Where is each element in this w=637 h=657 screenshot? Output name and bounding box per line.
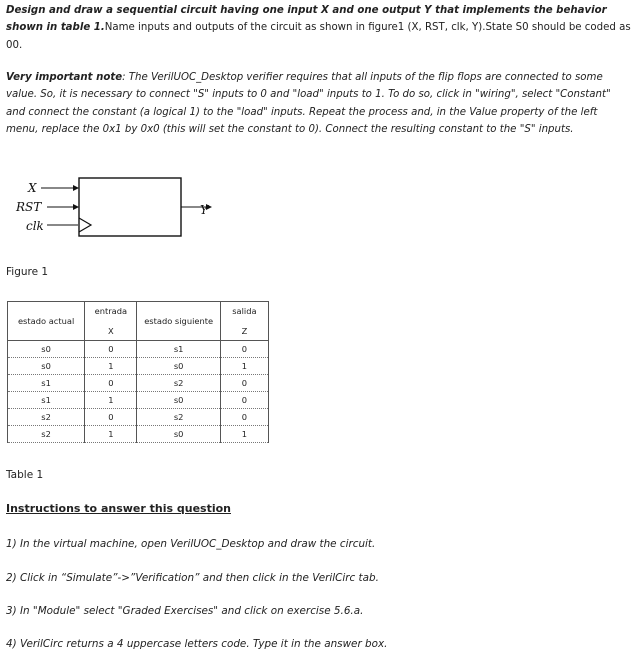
table-row: s2 0 s2 0 bbox=[8, 409, 269, 426]
intro-paragraph bbox=[6, 2, 632, 54]
header-input: entrada X bbox=[85, 302, 137, 341]
table-caption: Table 1 bbox=[6, 469, 44, 481]
intro-normal-text: Name inputs and outputs of the circuit as shown in figure1 (X, RST, clk, Y).State S0 should be coded as 00. bbox=[6, 22, 631, 51]
circuit-block-figure bbox=[14, 176, 214, 240]
table-header-row bbox=[8, 302, 269, 341]
intro-bold-text: Design and draw a sequential circuit having one input X and one output Y that implements the behavior shown in table 1. bbox=[6, 5, 607, 34]
circuit-box bbox=[79, 178, 181, 236]
instructions-heading: Instructions to answer this question bbox=[6, 502, 231, 515]
input-x-label: X bbox=[28, 181, 37, 195]
header-next-state: estado siguiente bbox=[137, 302, 220, 341]
input-rst-label: RST bbox=[16, 200, 42, 214]
header-current-state: estado actual bbox=[8, 302, 85, 341]
header-output: salida Z bbox=[220, 302, 268, 341]
output-y-label: Y bbox=[200, 203, 208, 217]
table-row: s0 0 s1 0 bbox=[8, 341, 269, 358]
table-row: s1 1 s0 0 bbox=[8, 392, 269, 409]
instruction-step-1: 1) In the virtual machine, open VerilUOC_Desktop and draw the circuit. bbox=[6, 538, 376, 550]
table-row: s1 0 s2 0 bbox=[8, 375, 269, 392]
instruction-step-4: 4) VerilCirc returns a 4 uppercase letters code. Type it in the answer box. bbox=[6, 638, 388, 650]
note-label: Very important note bbox=[6, 72, 123, 83]
table-row: s2 1 s0 1 bbox=[8, 426, 269, 443]
note-text: : The VerilUOC_Desktop verifier requires that all inputs of the flip flops are connected to some value. So, it is necessary to connect "S" inputs to 0 and "load" inputs to 1. To do so, click in "wiring", select "Constant" and connect the constant (a logical 1) to the "load" inputs. Repeat the process and, in the Value property of the left menu, replace the 0x1 by 0x0 (this will set the constant to 0). Connect the resulting constant to the "S" inputs. bbox=[6, 72, 611, 136]
state-table bbox=[7, 301, 269, 443]
important-note bbox=[6, 69, 632, 139]
table-row: s0 1 s0 1 bbox=[8, 358, 269, 375]
instruction-step-3: 3) In "Module" select "Graded Exercises" and click on exercise 5.6.a. bbox=[6, 605, 364, 617]
figure-caption: Figure 1 bbox=[6, 266, 49, 278]
instruction-step-2: 2) Click in “Simulate”->”Verification” and then click in the VerilCirc tab. bbox=[6, 572, 379, 584]
clock-triangle bbox=[79, 218, 91, 232]
input-clk-label: clk bbox=[26, 219, 44, 233]
